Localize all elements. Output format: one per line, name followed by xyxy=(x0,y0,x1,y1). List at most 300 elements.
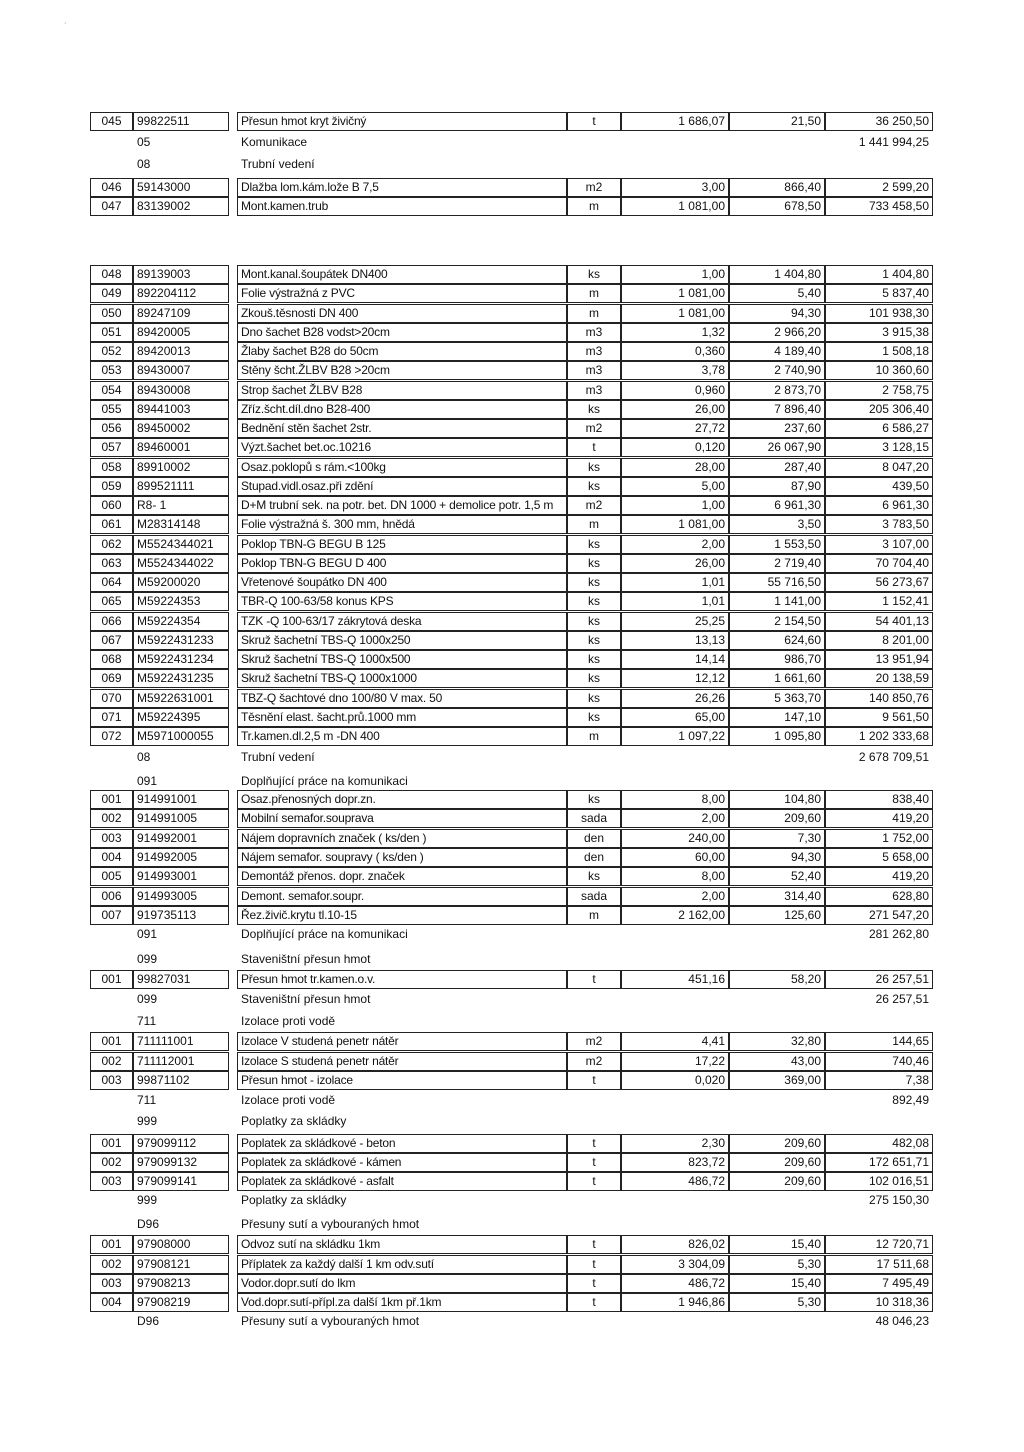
total-cell: 6 586,27 xyxy=(825,419,933,438)
section-total-value: 2 678 709,51 xyxy=(858,750,929,764)
quantity-cell: 2 162,00 xyxy=(621,906,729,925)
section-header-row xyxy=(90,1215,933,1234)
unit-price-cell: 866,40 xyxy=(729,178,825,197)
name-cell: Příplatek za každý další 1 km odv.sutí xyxy=(237,1255,567,1274)
unit-price-cell: 52,40 xyxy=(729,867,825,886)
quantity-cell: 60,00 xyxy=(621,848,729,867)
unit-price-cell: 87,90 xyxy=(729,477,825,496)
name-cell: Nájem dopravních značek ( ks/den ) xyxy=(237,829,567,848)
section-code: 08 xyxy=(137,750,151,764)
name-cell: TZK -Q 100-63/17 zákrytová deska xyxy=(237,612,567,631)
pos-cell: 058 xyxy=(90,458,133,477)
table-row xyxy=(90,727,933,746)
unit-price-cell: 55 716,50 xyxy=(729,573,825,592)
quantity-cell: 26,26 xyxy=(621,689,729,708)
total-cell: 36 250,50 xyxy=(825,112,933,131)
unit-cell: den xyxy=(567,829,621,848)
table-row xyxy=(90,284,933,303)
unit-price-cell: 58,20 xyxy=(729,970,825,989)
pos-cell: 051 xyxy=(90,323,133,342)
pos-cell: 049 xyxy=(90,284,133,303)
pos-cell: 067 xyxy=(90,631,133,650)
unit-price-cell: 209,60 xyxy=(729,1153,825,1172)
unit-cell: m xyxy=(567,304,621,323)
pos-cell: 045 xyxy=(90,112,133,131)
table-row xyxy=(90,1255,933,1274)
section-code: 099 xyxy=(137,952,158,966)
section-name: Komunikace xyxy=(241,135,308,149)
section-name: Staveništní přesun hmot xyxy=(241,952,371,966)
name-cell: Výzt.šachet bet.oc.10216 xyxy=(237,438,567,457)
table-row xyxy=(90,906,933,925)
unit-price-cell: 125,60 xyxy=(729,906,825,925)
table-row xyxy=(90,496,933,515)
code-cell: 979099141 xyxy=(133,1172,229,1191)
table-row xyxy=(90,631,933,650)
unit-cell: m3 xyxy=(567,342,621,361)
code-cell: M5971000055 xyxy=(133,727,229,746)
quantity-cell: 240,00 xyxy=(621,829,729,848)
total-cell: 144,65 xyxy=(825,1032,933,1051)
code-cell: 914992005 xyxy=(133,848,229,867)
name-cell: Těsnění elast. šacht.prů.1000 mm xyxy=(237,708,567,727)
total-cell: 26 257,51 xyxy=(825,970,933,989)
code-cell: 89430008 xyxy=(133,381,229,400)
quantity-cell: 1,00 xyxy=(621,265,729,284)
quantity-cell: 486,72 xyxy=(621,1274,729,1293)
name-cell: Vod.dopr.sutí-přípl.za další 1km př.1km xyxy=(237,1293,567,1312)
unit-price-cell: 104,80 xyxy=(729,790,825,809)
unit-price-cell: 15,40 xyxy=(729,1274,825,1293)
name-cell: Poplatek za skládkové - kámen xyxy=(237,1153,567,1172)
pos-cell: 072 xyxy=(90,727,133,746)
pos-cell: 001 xyxy=(90,1032,133,1051)
table-row xyxy=(90,1052,933,1071)
quantity-cell: 1 946,86 xyxy=(621,1293,729,1312)
total-cell: 8 047,20 xyxy=(825,458,933,477)
pos-cell: 004 xyxy=(90,1293,133,1312)
table-row xyxy=(90,323,933,342)
section-code: 091 xyxy=(137,927,158,941)
name-cell: TBZ-Q šachtové dno 100/80 V max. 50 xyxy=(237,689,567,708)
unit-price-cell: 209,60 xyxy=(729,1134,825,1153)
section-name: Staveništní přesun hmot xyxy=(241,992,371,1006)
table-row xyxy=(90,304,933,323)
section-total-value: 1 441 994,25 xyxy=(858,135,929,149)
name-cell: Přesun hmot tr.kamen.o.v. xyxy=(237,970,567,989)
quantity-cell: 14,14 xyxy=(621,650,729,669)
quantity-cell: 2,00 xyxy=(621,535,729,554)
total-cell: 1 508,18 xyxy=(825,342,933,361)
table-row xyxy=(90,1134,933,1153)
unit-cell: m xyxy=(567,284,621,303)
name-cell: Poplatek za skládkové - beton xyxy=(237,1134,567,1153)
unit-cell: t xyxy=(567,970,621,989)
pos-cell: 001 xyxy=(90,970,133,989)
total-cell: 1 202 333,68 xyxy=(825,727,933,746)
section-name: Přesuny sutí a vybouraných hmot xyxy=(241,1217,420,1231)
unit-cell: ks xyxy=(567,689,621,708)
unit-cell: m3 xyxy=(567,323,621,342)
section-total-value: 892,49 xyxy=(892,1093,929,1107)
unit-price-cell: 15,40 xyxy=(729,1235,825,1254)
code-cell: M5922631001 xyxy=(133,689,229,708)
name-cell: Izolace S studená penetr nátěr xyxy=(237,1052,567,1071)
code-cell: 979099132 xyxy=(133,1153,229,1172)
unit-cell: sada xyxy=(567,887,621,906)
code-cell: 914993005 xyxy=(133,887,229,906)
section-code: 099 xyxy=(137,992,158,1006)
name-cell: Bednění stěn šachet 2str. xyxy=(237,419,567,438)
pos-cell: 062 xyxy=(90,535,133,554)
pos-cell: 068 xyxy=(90,650,133,669)
pos-cell: 001 xyxy=(90,1235,133,1254)
code-cell: 89441003 xyxy=(133,400,229,419)
code-cell: 711112001 xyxy=(133,1052,229,1071)
unit-price-cell: 1 553,50 xyxy=(729,535,825,554)
table-row xyxy=(90,458,933,477)
section-name: Doplňující práce na komunikaci xyxy=(241,927,408,941)
table-row xyxy=(90,867,933,886)
name-cell: Žlaby šachet B28 do 50cm xyxy=(237,342,567,361)
pos-cell: 007 xyxy=(90,906,133,925)
quantity-cell: 4,41 xyxy=(621,1032,729,1051)
section-code: 08 xyxy=(137,157,151,171)
section-total-value: 48 046,23 xyxy=(875,1314,929,1328)
total-cell: 7 495,49 xyxy=(825,1274,933,1293)
section-header-row xyxy=(90,1112,933,1131)
table-row xyxy=(90,1293,933,1312)
section-code: 091 xyxy=(137,774,158,788)
table-row xyxy=(90,554,933,573)
code-cell: 89420005 xyxy=(133,323,229,342)
name-cell: Dlažba lom.kám.lože B 7,5 xyxy=(237,178,567,197)
pos-cell: 004 xyxy=(90,848,133,867)
quantity-cell: 3,78 xyxy=(621,361,729,380)
quantity-cell: 13,13 xyxy=(621,631,729,650)
unit-price-cell: 3,50 xyxy=(729,515,825,534)
code-cell: 97908213 xyxy=(133,1274,229,1293)
unit-cell: t xyxy=(567,112,621,131)
unit-cell: m2 xyxy=(567,1052,621,1071)
name-cell: Stupad.vidl.osaz.při zdění xyxy=(237,477,567,496)
name-cell: Přesun hmot kryt živičný xyxy=(237,112,567,131)
unit-cell: t xyxy=(567,1235,621,1254)
unit-price-cell: 986,70 xyxy=(729,650,825,669)
section-total-row xyxy=(90,133,933,152)
unit-cell: ks xyxy=(567,650,621,669)
unit-price-cell: 2 740,90 xyxy=(729,361,825,380)
code-cell: M5922431235 xyxy=(133,669,229,688)
total-cell: 172 651,71 xyxy=(825,1153,933,1172)
unit-cell: m2 xyxy=(567,178,621,197)
section-total-row xyxy=(90,925,933,944)
section-total-row xyxy=(90,1191,933,1210)
pos-cell: 056 xyxy=(90,419,133,438)
quantity-cell: 8,00 xyxy=(621,867,729,886)
quantity-cell: 3,00 xyxy=(621,178,729,197)
quantity-cell: 1,01 xyxy=(621,592,729,611)
total-cell: 1 152,41 xyxy=(825,592,933,611)
unit-price-cell: 5,30 xyxy=(729,1255,825,1274)
table-row xyxy=(90,419,933,438)
name-cell: Folie výstražná š. 300 mm, hnědá xyxy=(237,515,567,534)
total-cell: 140 850,76 xyxy=(825,689,933,708)
total-cell: 439,50 xyxy=(825,477,933,496)
name-cell: Demontáž přenos. dopr. značek xyxy=(237,867,567,886)
pos-cell: 003 xyxy=(90,1274,133,1293)
pos-cell: 002 xyxy=(90,1153,133,1172)
pos-cell: 002 xyxy=(90,809,133,828)
total-cell: 5 837,40 xyxy=(825,284,933,303)
code-cell: 99871102 xyxy=(133,1071,229,1090)
pos-cell: 050 xyxy=(90,304,133,323)
total-cell: 733 458,50 xyxy=(825,197,933,216)
unit-price-cell: 94,30 xyxy=(729,304,825,323)
name-cell: Tr.kamen.dl.2,5 m -DN 400 xyxy=(237,727,567,746)
code-cell: 89450002 xyxy=(133,419,229,438)
quantity-cell: 1 097,22 xyxy=(621,727,729,746)
total-cell: 419,20 xyxy=(825,809,933,828)
quantity-cell: 1 081,00 xyxy=(621,304,729,323)
quantity-cell: 28,00 xyxy=(621,458,729,477)
pos-cell: 001 xyxy=(90,1134,133,1153)
total-cell: 838,40 xyxy=(825,790,933,809)
total-cell: 2 758,75 xyxy=(825,381,933,400)
pos-cell: 055 xyxy=(90,400,133,419)
unit-cell: ks xyxy=(567,265,621,284)
section-code: 711 xyxy=(137,1093,157,1107)
name-cell: Zkouš.těsnosti DN 400 xyxy=(237,304,567,323)
unit-cell: ks xyxy=(567,790,621,809)
quantity-cell: 1 081,00 xyxy=(621,197,729,216)
unit-price-cell: 4 189,40 xyxy=(729,342,825,361)
total-cell: 8 201,00 xyxy=(825,631,933,650)
code-cell: 99822511 xyxy=(133,112,229,131)
table-row xyxy=(90,1235,933,1254)
unit-cell: sada xyxy=(567,809,621,828)
name-cell: Řez.živič.krytu tl.10-15 xyxy=(237,906,567,925)
name-cell: Poklop TBN-G BEGU D 400 xyxy=(237,554,567,573)
name-cell: Skruž šachetní TBS-Q 1000x250 xyxy=(237,631,567,650)
unit-cell: ks xyxy=(567,669,621,688)
unit-cell: ks xyxy=(567,612,621,631)
name-cell: Poklop TBN-G BEGU B 125 xyxy=(237,535,567,554)
table-row xyxy=(90,809,933,828)
table-row xyxy=(90,573,933,592)
table-row xyxy=(90,515,933,534)
quantity-cell: 2,00 xyxy=(621,887,729,906)
name-cell: Mont.kanal.šoupátek DN400 xyxy=(237,265,567,284)
unit-price-cell: 5,30 xyxy=(729,1293,825,1312)
total-cell: 56 273,67 xyxy=(825,573,933,592)
name-cell: Mobilní semafor.souprava xyxy=(237,809,567,828)
quantity-cell: 26,00 xyxy=(621,554,729,573)
total-cell: 419,20 xyxy=(825,867,933,886)
table-row xyxy=(90,1071,933,1090)
name-cell: Poplatek za skládkové - asfalt xyxy=(237,1172,567,1191)
pos-cell: 003 xyxy=(90,1071,133,1090)
unit-cell: t xyxy=(567,1172,621,1191)
total-cell: 3 915,38 xyxy=(825,323,933,342)
code-cell: 914991005 xyxy=(133,809,229,828)
name-cell: D+M trubní sek. na potr. bet. DN 1000 + demolice potr. 1,5 m xyxy=(237,496,567,515)
total-cell: 17 511,68 xyxy=(825,1255,933,1274)
quantity-cell: 1 081,00 xyxy=(621,284,729,303)
code-cell: 97908219 xyxy=(133,1293,229,1312)
pos-cell: 069 xyxy=(90,669,133,688)
unit-cell: ks xyxy=(567,631,621,650)
unit-price-cell: 147,10 xyxy=(729,708,825,727)
unit-price-cell: 2 966,20 xyxy=(729,323,825,342)
code-cell: M5922431233 xyxy=(133,631,229,650)
quantity-cell: 1 686,07 xyxy=(621,112,729,131)
code-cell: M59200020 xyxy=(133,573,229,592)
table-row xyxy=(90,535,933,554)
pos-cell: 003 xyxy=(90,1172,133,1191)
pos-cell: 054 xyxy=(90,381,133,400)
name-cell: Vodor.dopr.sutí do lkm xyxy=(237,1274,567,1293)
table-row xyxy=(90,361,933,380)
unit-price-cell: 43,00 xyxy=(729,1052,825,1071)
unit-price-cell: 6 961,30 xyxy=(729,496,825,515)
quantity-cell: 826,02 xyxy=(621,1235,729,1254)
quantity-cell: 1,00 xyxy=(621,496,729,515)
pos-cell: 064 xyxy=(90,573,133,592)
total-cell: 54 401,13 xyxy=(825,612,933,631)
pos-cell: 006 xyxy=(90,887,133,906)
unit-cell: t xyxy=(567,1255,621,1274)
total-cell: 3 107,00 xyxy=(825,535,933,554)
unit-price-cell: 7 896,40 xyxy=(729,400,825,419)
unit-price-cell: 2 719,40 xyxy=(729,554,825,573)
table-row xyxy=(90,592,933,611)
code-cell: 89910002 xyxy=(133,458,229,477)
total-cell: 13 951,94 xyxy=(825,650,933,669)
unit-cell: den xyxy=(567,848,621,867)
section-name: Trubní vedení xyxy=(241,157,315,171)
unit-cell: t xyxy=(567,1134,621,1153)
code-cell: 99827031 xyxy=(133,970,229,989)
total-cell: 10 318,36 xyxy=(825,1293,933,1312)
total-cell: 9 561,50 xyxy=(825,708,933,727)
unit-cell: t xyxy=(567,1071,621,1090)
unit-price-cell: 5,40 xyxy=(729,284,825,303)
table-row xyxy=(90,790,933,809)
unit-cell: ks xyxy=(567,708,621,727)
table-row xyxy=(90,381,933,400)
table-row xyxy=(90,669,933,688)
name-cell: Odvoz sutí na skládku 1km xyxy=(237,1235,567,1254)
quantity-cell: 8,00 xyxy=(621,790,729,809)
table-row xyxy=(90,1032,933,1051)
unit-cell: ks xyxy=(567,573,621,592)
quantity-cell: 27,72 xyxy=(621,419,729,438)
pos-cell: 063 xyxy=(90,554,133,573)
total-cell: 12 720,71 xyxy=(825,1235,933,1254)
quantity-cell: 5,00 xyxy=(621,477,729,496)
pos-cell: 070 xyxy=(90,689,133,708)
pos-cell: 053 xyxy=(90,361,133,380)
code-cell: 711111001 xyxy=(133,1032,229,1051)
section-code: 999 xyxy=(137,1114,158,1128)
section-total-value: 26 257,51 xyxy=(875,992,929,1006)
total-cell: 101 938,30 xyxy=(825,304,933,323)
quantity-cell: 0,960 xyxy=(621,381,729,400)
name-cell: Osaz.přenosných dopr.zn. xyxy=(237,790,567,809)
total-cell: 70 704,40 xyxy=(825,554,933,573)
code-cell: 89460001 xyxy=(133,438,229,457)
table-row xyxy=(90,689,933,708)
name-cell: Mont.kamen.trub xyxy=(237,197,567,216)
table-row xyxy=(90,477,933,496)
unit-cell: t xyxy=(567,1293,621,1312)
section-total-row xyxy=(90,748,933,767)
unit-cell: m xyxy=(567,727,621,746)
unit-price-cell: 369,00 xyxy=(729,1071,825,1090)
code-cell: 89247109 xyxy=(133,304,229,323)
quantity-cell: 0,020 xyxy=(621,1071,729,1090)
quantity-cell: 0,120 xyxy=(621,438,729,457)
unit-price-cell: 209,60 xyxy=(729,1172,825,1191)
unit-cell: m2 xyxy=(567,1032,621,1051)
pos-cell: 003 xyxy=(90,829,133,848)
code-cell: 914992001 xyxy=(133,829,229,848)
name-cell: Osaz.poklopů s rám.<100kg xyxy=(237,458,567,477)
code-cell: 59143000 xyxy=(133,178,229,197)
table-row xyxy=(90,1153,933,1172)
quantity-cell: 25,25 xyxy=(621,612,729,631)
section-total-value: 275 150,30 xyxy=(868,1193,929,1207)
total-cell: 102 016,51 xyxy=(825,1172,933,1191)
unit-cell: m xyxy=(567,197,621,216)
unit-cell: ks xyxy=(567,400,621,419)
name-cell: Demont. semafor.soupr. xyxy=(237,887,567,906)
total-cell: 740,46 xyxy=(825,1052,933,1071)
quantity-cell: 1 081,00 xyxy=(621,515,729,534)
code-cell: 914991001 xyxy=(133,790,229,809)
unit-price-cell: 1 141,00 xyxy=(729,592,825,611)
unit-cell: t xyxy=(567,1274,621,1293)
total-cell: 1 752,00 xyxy=(825,829,933,848)
section-name: Izolace proti vodě xyxy=(241,1014,336,1028)
code-cell: M59224395 xyxy=(133,708,229,727)
unit-cell: m3 xyxy=(567,381,621,400)
name-cell: Folie výstražná z PVC xyxy=(237,284,567,303)
name-cell: Skruž šachetní TBS-Q 1000x1000 xyxy=(237,669,567,688)
code-cell: 97908121 xyxy=(133,1255,229,1274)
table-row xyxy=(90,612,933,631)
quantity-cell: 0,360 xyxy=(621,342,729,361)
code-cell: M5524344022 xyxy=(133,554,229,573)
unit-cell: ks xyxy=(567,458,621,477)
pos-cell: 002 xyxy=(90,1255,133,1274)
total-cell: 1 404,80 xyxy=(825,265,933,284)
pos-cell: 060 xyxy=(90,496,133,515)
name-cell: Dno šachet B28 vodst>20cm xyxy=(237,323,567,342)
pos-cell: 005 xyxy=(90,867,133,886)
code-cell: 979099112 xyxy=(133,1134,229,1153)
pos-cell: 001 xyxy=(90,790,133,809)
pos-cell: 048 xyxy=(90,265,133,284)
name-cell: Stěny šcht.ŽLBV B28 >20cm xyxy=(237,361,567,380)
unit-cell: ks xyxy=(567,554,621,573)
table-row xyxy=(90,265,933,284)
unit-cell: m xyxy=(567,906,621,925)
section-code: D96 xyxy=(137,1217,160,1231)
pos-cell: 061 xyxy=(90,515,133,534)
section-total-row xyxy=(90,1312,933,1331)
